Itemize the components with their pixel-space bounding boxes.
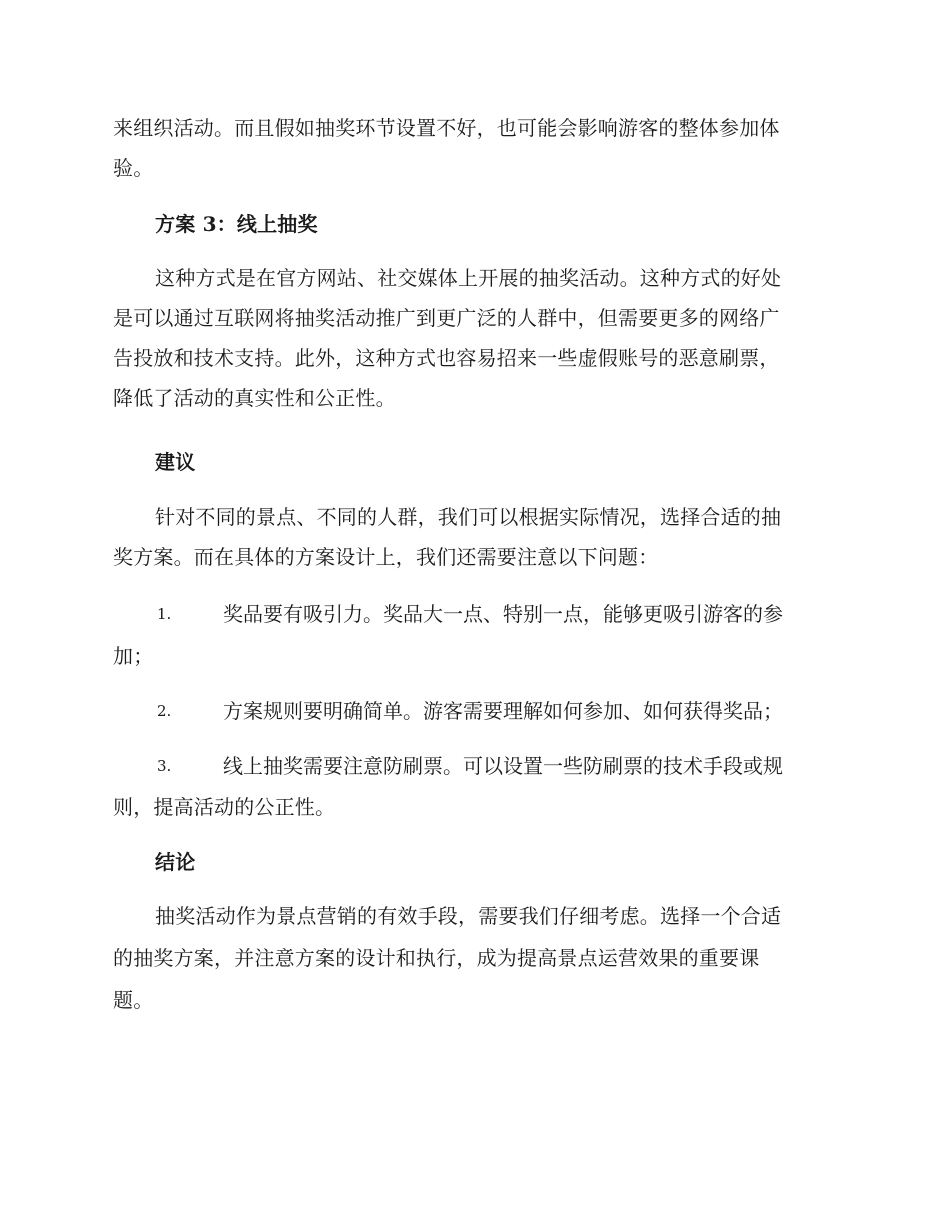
- paragraph-line: 是可以通过互联网将抽奖活动推广到更广泛的人群中，但需要更多的网络广: [113, 306, 780, 330]
- paragraph-line: 针对不同的景点、不同的人群，我们可以根据实际情况，选择合适的抽: [155, 505, 782, 529]
- section-heading-plan3: 方案 3：线上抽奖: [155, 212, 318, 236]
- list-number: 1.: [157, 605, 172, 623]
- list-number: 3.: [157, 757, 172, 775]
- paragraph-line: 验。: [113, 156, 154, 180]
- paragraph-line: 告投放和技术支持。此外，这种方式也容易招来一些虚假账号的恶意刷票，: [113, 346, 780, 370]
- section-heading-conclusion: 结论: [155, 850, 196, 874]
- paragraph-line: 降低了活动的真实性和公正性。: [113, 386, 396, 410]
- paragraph-line: 这种方式是在官方网站、社交媒体上开展的抽奖活动。这种方式的好处: [155, 266, 782, 290]
- paragraph-line: 题。: [113, 988, 154, 1012]
- paragraph-line: 抽奖活动作为景点营销的有效手段，需要我们仔细考虑。选择一个合适: [155, 904, 782, 928]
- list-item-text: 方案规则要明确简单。游客需要理解如何参加、如何获得奖品；: [223, 699, 783, 723]
- list-item-text: 线上抽奖需要注意防刷票。可以设置一些防刷票的技术手段或规: [223, 754, 783, 778]
- paragraph-line: 来组织活动。而且假如抽奖环节设置不好，也可能会影响游客的整体参加体: [113, 116, 780, 140]
- list-item-text: 则，提高活动的公正性。: [113, 795, 336, 819]
- list-item-text: 加；: [113, 644, 154, 668]
- paragraph-line: 的抽奖方案，并注意方案的设计和执行，成为提高景点运营效果的重要课: [113, 946, 760, 970]
- list-item-text: 奖品要有吸引力。奖品大一点、特别一点，能够更吸引游客的参: [223, 602, 783, 626]
- paragraph-line: 奖方案。而在具体的方案设计上，我们还需要注意以下问题：: [113, 545, 659, 569]
- section-heading-suggestion: 建议: [155, 450, 196, 474]
- list-number: 2.: [157, 702, 172, 720]
